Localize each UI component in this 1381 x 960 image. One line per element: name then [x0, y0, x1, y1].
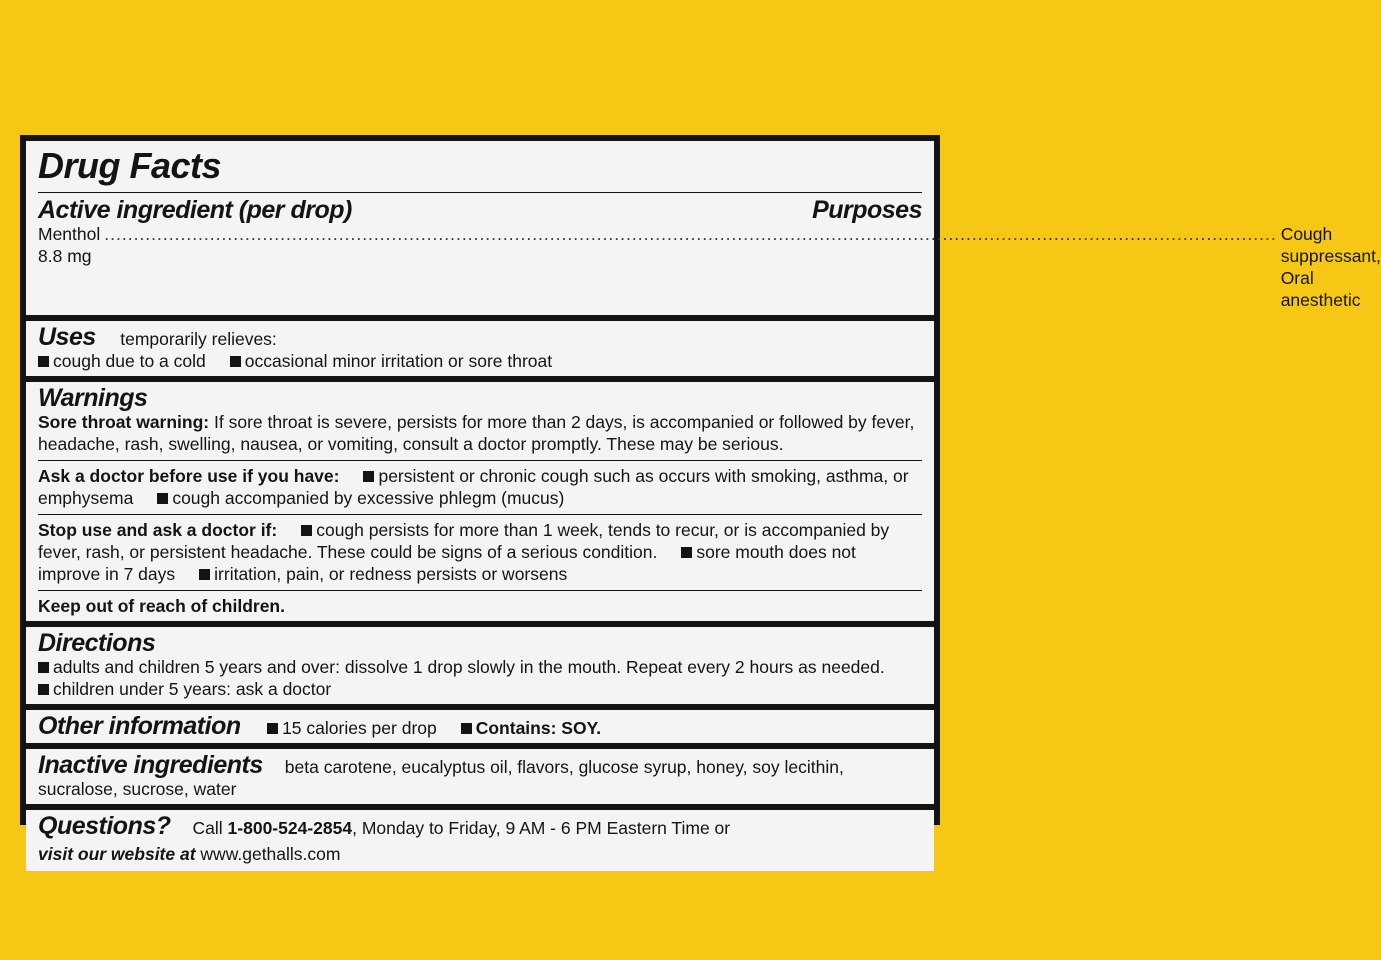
uses-item: cough due to a cold: [53, 351, 206, 371]
warnings-section: [26, 382, 934, 621]
sore-throat-warning: [38, 411, 922, 455]
bullet-icon: [461, 723, 472, 734]
bullet-icon: [38, 662, 49, 673]
other-info-item: 15 calories per drop: [282, 718, 437, 738]
other-information-heading: Other information: [38, 712, 241, 740]
bullet-icon: [301, 525, 312, 536]
bullet-icon: [38, 684, 49, 695]
bullet-icon: [681, 547, 692, 558]
ask-doctor-item: persistent or chronic cough such as occurs with smoking, asthma, or emphysema: [38, 466, 909, 508]
keep-out-of-reach: Keep out of reach of children.: [38, 596, 285, 616]
phone-number[interactable]: 1-800-524-2854: [227, 818, 353, 838]
drug-facts-panel: [20, 135, 1381, 864]
active-ingredient-section: [26, 141, 1381, 315]
ask-doctor-warning: [38, 465, 922, 509]
website-link[interactable]: www.gethalls.com: [200, 844, 341, 864]
bullet-icon: [267, 723, 278, 734]
inactive-ingredients-heading: Inactive ingredients: [38, 751, 263, 779]
ask-doctor-item: cough accompanied by excessive phlegm (mucus): [172, 488, 565, 508]
questions-section: [26, 810, 934, 871]
uses-section: [26, 321, 934, 376]
purposes-heading: Purposes: [812, 196, 922, 224]
uses-intro: temporarily relieves:: [120, 329, 277, 349]
bullet-icon: [363, 471, 374, 482]
call-prefix: Call: [192, 818, 223, 838]
sore-throat-text: If sore throat is severe, persists for more than 2 days, is accompanied or followed by fever, headache, rash, swelling, nausea, or vomiting, consult a doctor promptly. These may be serious.: [38, 412, 915, 454]
business-hours: , Monday to Friday, 9 AM - 6 PM Eastern Time or: [352, 818, 731, 838]
directions-item: children under 5 years: ask a doctor: [53, 679, 332, 699]
website-label: visit our website at: [38, 844, 196, 864]
directions-heading: Directions: [38, 629, 156, 657]
inactive-ingredients-text: beta carotene, eucalyptus oil, flavors, glucose syrup, honey, soy lecithin, sucralose, sucrose, water: [38, 757, 844, 799]
ingredient-row: [38, 223, 1381, 311]
inactive-ingredients-section: [26, 749, 934, 804]
ask-doctor-label: Ask a doctor before use if you have:: [38, 466, 340, 486]
stop-use-warning: [38, 519, 922, 585]
stop-use-item: irritation, pain, or redness persists or worsens: [214, 564, 568, 584]
directions-item: adults and children 5 years and over: dissolve 1 drop slowly in the mouth. Repeat every 2 hours as needed.: [53, 657, 885, 677]
allergen-notice: Contains: SOY.: [475, 718, 602, 738]
uses-heading: Uses: [38, 323, 96, 351]
bullet-icon: [38, 356, 49, 367]
questions-heading: Questions?: [38, 812, 171, 840]
page-title: Drug Facts: [38, 144, 922, 193]
bullet-icon: [157, 493, 168, 504]
other-information-section: [26, 710, 934, 743]
active-ingredient-heading: Active ingredient (per drop): [38, 196, 352, 224]
directions-section: [26, 627, 934, 704]
warnings-heading: Warnings: [38, 384, 148, 412]
ingredient-purpose: Cough suppressant, Oral anesthetic: [1280, 224, 1381, 310]
stop-use-item: cough persists for more than 1 week, tends to recur, or is accompanied by fever, rash, or persistent headache. These could be signs of a serious condition.: [38, 520, 890, 562]
sore-throat-label: Sore throat warning:: [38, 412, 210, 432]
stop-use-item: sore mouth does not improve in 7 days: [38, 542, 856, 584]
leader-dots: ........................................................................................................................................................................................................: [104, 224, 1277, 244]
bullet-icon: [230, 356, 241, 367]
ingredient-name: Menthol 8.8 mg: [38, 224, 101, 266]
stop-use-label: Stop use and ask a doctor if:: [38, 520, 278, 540]
uses-item: occasional minor irritation or sore throat: [244, 351, 553, 371]
bullet-icon: [199, 569, 210, 580]
